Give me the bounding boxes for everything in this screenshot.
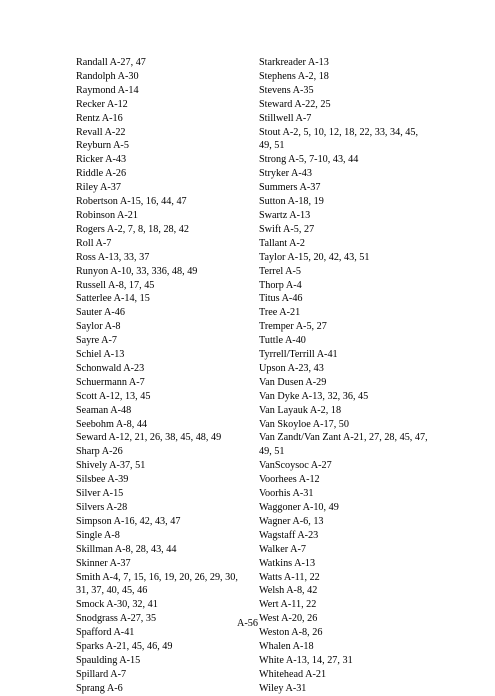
- index-entry: Spafford A-41: [76, 627, 135, 639]
- index-entry: Wert A-11, 22: [259, 599, 317, 611]
- index-entry: Stryker A-43: [259, 168, 312, 180]
- index-entry: Stevens A-35: [259, 84, 314, 96]
- index-entry: Taylor A-15, 20, 42, 43, 51: [259, 251, 370, 263]
- index-entry: Sprang A-6: [76, 682, 123, 694]
- index-entry: Van Layauk A-2, 18: [259, 404, 342, 416]
- index-entry: Swartz A-13: [259, 209, 311, 221]
- index-entry: Simpson A-16, 42, 43, 47: [76, 515, 181, 527]
- index-entry: Tyrrell/Terrill A-41: [259, 349, 338, 361]
- index-entry: Strong A-5, 7-10, 43, 44: [259, 154, 359, 166]
- index-entry: Tuttle A-40: [259, 335, 306, 347]
- index-entry: Starkreader A-13: [259, 57, 329, 68]
- index-entry: Wiley A-31: [259, 682, 307, 694]
- index-entry: Schonwald A-23: [76, 362, 145, 374]
- index-entry: Sauter A-46: [76, 307, 125, 319]
- index-entry: Runyon A-10, 33, 336, 48, 49: [76, 265, 198, 277]
- index-entry: Silsbee A-39: [76, 474, 129, 486]
- index-entry: Voorhis A-31: [259, 488, 314, 500]
- index-entry: Van Dyke A-13, 32, 36, 45: [259, 390, 369, 402]
- index-entry: Sayre A-7: [76, 335, 118, 347]
- index-entry: Russell A-8, 17, 45: [76, 279, 155, 291]
- index-entry: Thorp A-4: [259, 279, 302, 291]
- index-entry: Sparks A-21, 45, 46, 49: [76, 641, 173, 653]
- index-entry: Seward A-12, 21, 26, 38, 45, 48, 49: [76, 432, 222, 444]
- index-entry: Waggoner A-10, 49: [259, 502, 339, 513]
- index-entry: Seebohm A-8, 44: [76, 418, 148, 430]
- index-entry: Spillard A-7: [76, 668, 127, 680]
- index-entry: Ricker A-43: [76, 154, 127, 166]
- index-entry: Van Skoyloe A-17, 50: [259, 418, 349, 430]
- index-entry: Schiel A-13: [76, 349, 125, 361]
- index-entry: VanScoysoc A-27: [259, 460, 332, 472]
- index-entry: Silver A-15: [76, 488, 124, 500]
- index-entry: Ross A-13, 33, 37: [76, 251, 150, 263]
- index-entry: Randall A-27, 47: [76, 57, 146, 68]
- index-entry: Snodgrass A-27, 35: [76, 613, 157, 625]
- index-entry: Shively A-37, 51: [76, 460, 146, 472]
- index-entry: Swift A-5, 27: [259, 223, 315, 235]
- index-entry: Riley A-37: [76, 182, 121, 194]
- index-entry: Satterlee A-14, 15: [76, 293, 150, 305]
- index-entry: Tallant A-2: [259, 237, 305, 249]
- index-entry: Reyburn A-5: [76, 140, 129, 152]
- index-entry: Robinson A-21: [76, 209, 138, 221]
- index-entry: Revall A-22: [76, 126, 126, 138]
- index-entry: Skinner A-37: [76, 557, 131, 569]
- index-entry: Smith A-4, 7, 15, 16, 19, 20, 26, 29, 30, 31, 37, 40, 45, 46: [76, 571, 238, 597]
- index-entry: Whitehead A-21: [259, 668, 327, 680]
- index-entry: Walker A-7: [259, 543, 306, 555]
- page-number: A-56: [237, 618, 258, 629]
- index-entry: Terrel A-5: [259, 265, 301, 277]
- index-entry: Wagner A-6, 13: [259, 515, 324, 527]
- index-entry: Van Dusen A-29: [259, 376, 327, 388]
- index-entry: Seaman A-48: [76, 404, 132, 416]
- index-entry: Smock A-30, 32, 41: [76, 599, 158, 611]
- index-column-left: [76, 56, 246, 696]
- index-entry: Van Zandt/Van Zant A-21, 27, 28, 45, 47, 49, 51: [259, 432, 428, 458]
- index-entry: Weston A-8, 26: [259, 627, 323, 639]
- index-entry: Stout A-2, 5, 10, 12, 18, 22, 33, 34, 45, 49, 51: [259, 126, 419, 152]
- index-entry: Upson A-23, 43: [259, 362, 324, 374]
- index-entry: Silvers A-28: [76, 502, 128, 513]
- index-entry: Raymond A-14: [76, 84, 139, 96]
- index-entry: Stillwell A-7: [259, 112, 312, 124]
- index-entry: Spaulding A-15: [76, 654, 141, 666]
- index-entry: Rentz A-16: [76, 112, 123, 124]
- index-entry: Randolph A-30: [76, 70, 139, 82]
- index-entry: Wagstaff A-23: [259, 529, 319, 541]
- index-entry: Watkins A-13: [259, 557, 316, 569]
- index-entry: Roll A-7: [76, 237, 112, 249]
- index-entry: Schuermann A-7: [76, 376, 145, 388]
- index-entry: Rogers A-2, 7, 8, 18, 28, 42: [76, 223, 189, 235]
- index-entry: Steward A-22, 25: [259, 98, 331, 110]
- index-entry: Summers A-37: [259, 182, 321, 194]
- index-entry: Riddle A-26: [76, 168, 127, 180]
- index-entry: White A-13, 14, 27, 31: [259, 654, 353, 666]
- index-entry: Robertson A-15, 16, 44, 47: [76, 196, 187, 208]
- index-entry: Tremper A-5, 27: [259, 321, 327, 333]
- index-entry: Single A-8: [76, 529, 120, 541]
- index-entry: Tree A-21: [259, 307, 301, 319]
- index-entry: Welsh A-8, 42: [259, 585, 318, 597]
- index-entry: Recker A-12: [76, 98, 128, 110]
- index-entry: Scott A-12, 13, 45: [76, 390, 151, 402]
- index-entry: Sutton A-18, 19: [259, 196, 324, 208]
- index-entry: Voorhees A-12: [259, 474, 320, 486]
- index-entry: Sharp A-26: [76, 446, 123, 458]
- index-entry: Watts A-11, 22: [259, 571, 320, 583]
- index-entry: Whalen A-18: [259, 641, 314, 653]
- index-entry: Skillman A-8, 28, 43, 44: [76, 543, 177, 555]
- index-entry: Saylor A-8: [76, 321, 121, 333]
- index-entry: Titus A-46: [259, 293, 303, 305]
- index-column-right: [259, 56, 429, 696]
- index-entry: West A-20, 26: [259, 613, 318, 625]
- index-entry: Stephens A-2, 18: [259, 70, 329, 82]
